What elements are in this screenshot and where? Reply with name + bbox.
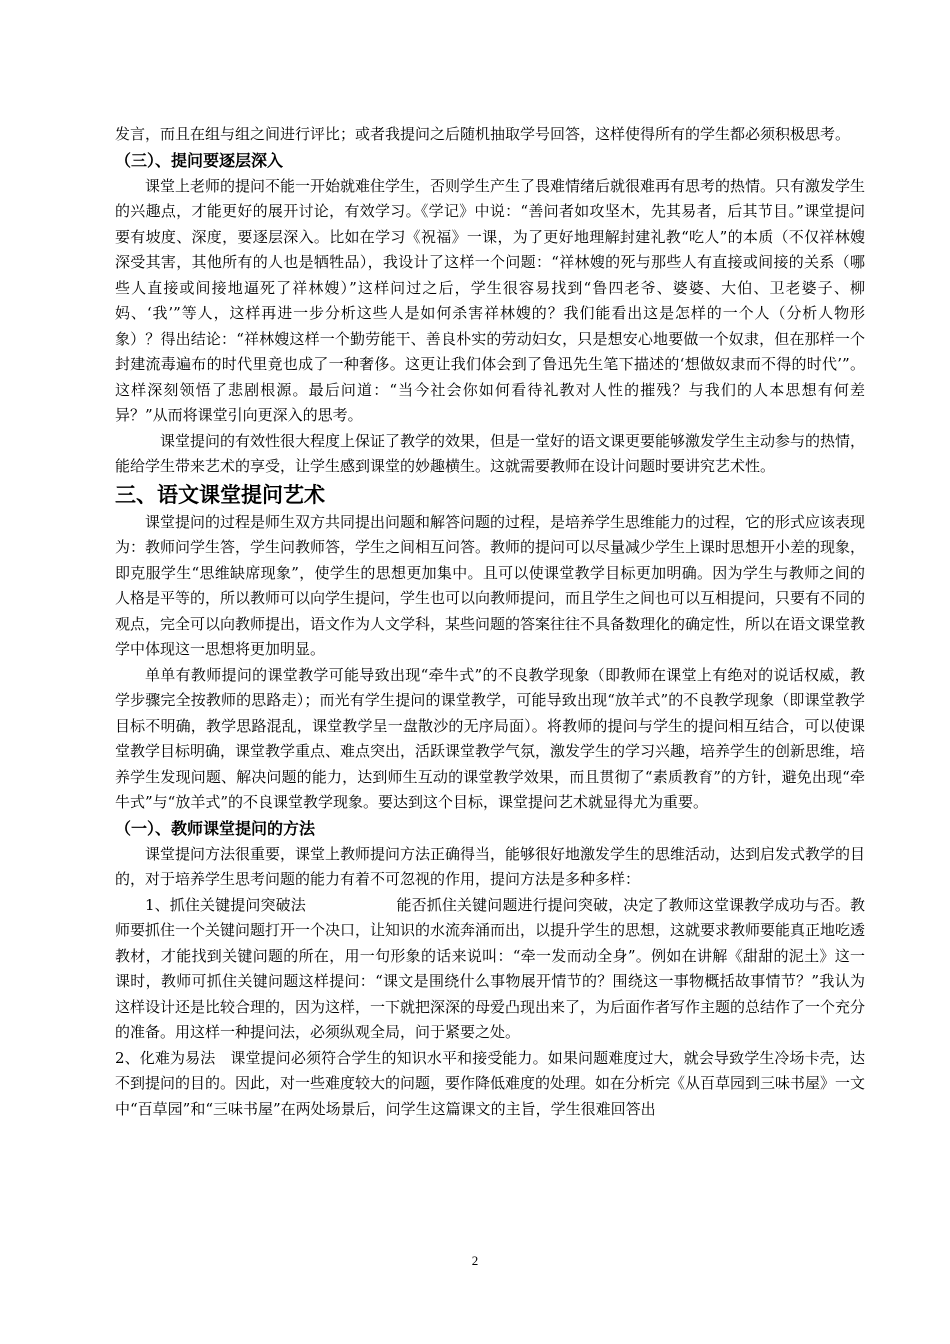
paragraph-continuation: 发言，而且在组与组之间进行评比；或者我提问之后随机抽取学号回答，这样使得所有的学生都必须积极思考。	[115, 125, 851, 143]
paragraph-layered-questions: 课堂上老师的提问不能一开始就难住学生，否则学生产生了畏难情绪后就很难再有思考的热情。只有激发学生的兴趣点，才能更好的展开讨论，有效学习。《学记》中说：“善问者如攻坚木，先其易者，后其节目。”课堂提问要有坡度、深度，要逐层深入。比如在学习《祝福》一课，为了更好地理解封建礼教“吃人”的本质（不仅祥林嫂深受其害，其他所有的人也是牺牲品），我设计了这样一个问题：“祥林嫂的死与那些人有直接或间接的关系（哪些人直接或间接地逼死了祥林嫂）”这样问过之后，学生很容易找到“鲁四老爷、婆婆、大伯、卫老婆子、柳妈、‘我’”等人，这样再进一步分析这些人是如何杀害祥林嫂的？我们能看出这是怎样的一个人（分析人物形象）？得出结论：“祥林嫂这样一个勤劳能干、善良朴实的劳动妇女，只是想安心地要做一个奴隶，但在那样一个封建流毒遍布的时代里竟也成了一种奢侈。这更让我们体会到了鲁迅先生笔下描述的‘想做奴隶而不得的时代’”。这样深刻领悟了悲剧根源。最后问道：“当今社会你如何看待礼教对人性的摧残？与我们的人本思想有何差异？”从而将课堂引向更深入的思考。	[115, 176, 866, 424]
paragraph-questioning-process: 课堂提问的过程是师生双方共同提出问题和解答问题的过程，是培养学生思维能力的过程，它的形式应该表现为：教师问学生答，学生问教师答，学生之间相互问答。教师的提问可以尽量减少学生上课时思想开小差的现象，即克服学生“思维缺席现象”，使学生的思想更加集中。且可以使课堂教学目标更加明确。因为学生与教师之间的人格是平等的，所以教师可以向学生提问，学生也可以向教师提问，而且学生之间也可以互相提问，只要有不同的观点，完全可以向教师提出，语文作为人文学科，某些问题的答案往往不具备数理化的确定性，所以在语文课堂教学中体现这一思想将更加明显。	[115, 512, 866, 658]
paragraph-method-intro: 课堂提问方法很重要，课堂上教师提问方法正确得当，能够很好地激发学生的思维活动，达到启发式教学的目的，对于培养学生思考问题的能力有着不可忽视的作用，提问方法是多种多样：	[115, 844, 866, 888]
paragraph-method-2: 2、化难为易法 课堂提问必须符合学生的知识水平和接受能力。如果问题难度过大，就会导致学生冷场卡壳，达不到提问的目的。因此，对一些难度较大的问题，要作降低难度的处理。如在分析完《从百草园到三味书屋》一文中“百草园”和“三味书屋”在两处场景后，问学生这篇课文的主旨，学生很难回答出	[115, 1048, 866, 1118]
document-body	[115, 122, 865, 1122]
paragraph-method-1: 1、抓住关键提问突破法 能否抓住关键问题进行提问突破，决定了教师这堂课教学成功与否。教师要抓住一个关键问题打开一个决口，让知识的水流奔涌而出，以提升学生的思想，这就要求教师要能真正地吃透教材，才能找到关键问题的所在，用一句形象的话来说叫：“牵一发而动全身”。例如在讲解《甜甜的泥土》这一课时，教师可抓住关键问题这样提问：“课文是围绕什么事物展开情节的？围绕这一事物概括故事情节？”我认为这样设计还是比较合理的，因为这样，一下就把深深的母爱凸现出来了，为后面作者写作主题的总结作了一个充分的准备。用这样一种提问法，必须纵观全局，问于紧要之处。	[115, 895, 866, 1041]
section-heading-1: （一）、教师课堂提问的方法	[115, 818, 316, 838]
page-number: 2	[471, 1253, 479, 1268]
chapter-heading-3: 三、语文课堂提问艺术	[115, 482, 325, 507]
paragraph-teacher-student-questions: 单单有教师提问的课堂教学可能导致出现“牵牛式”的不良教学现象（即教师在课堂上有绝对的说话权威，教学步骤完全按教师的思路走）；而光有学生提问的课堂教学，可能导致出现“放羊式”的不良教学现象（即课堂教学目标不明确，教学思路混乱，课堂教学呈一盘散沙的无序局面）。将教师的提问与学生的提问相互结合，可以使课堂教学目标明确，课堂教学重点、难点突出，活跃课堂教学气氛，激发学生的学习兴趣，培养学生的创新思维，培养学生发现问题、解决问题的能力，达到师生互动的课堂教学效果，而且贯彻了“素质教育”的方针，避免出现“牵牛式”与“放羊式”的不良课堂教学现象。要达到这个目标，课堂提问艺术就显得尤为重要。	[115, 665, 866, 811]
paragraph-effectiveness: 课堂提问的有效性很大程度上保证了教学的效果，但是一堂好的语文课更要能够激发学生主动参与的热情，能给学生带来艺术的享受，让学生感到课堂的妙趣横生。这就需要教师在设计问题时要讲究艺术性。	[115, 431, 866, 475]
section-heading-3: （三）、提问要逐层深入	[115, 150, 284, 170]
